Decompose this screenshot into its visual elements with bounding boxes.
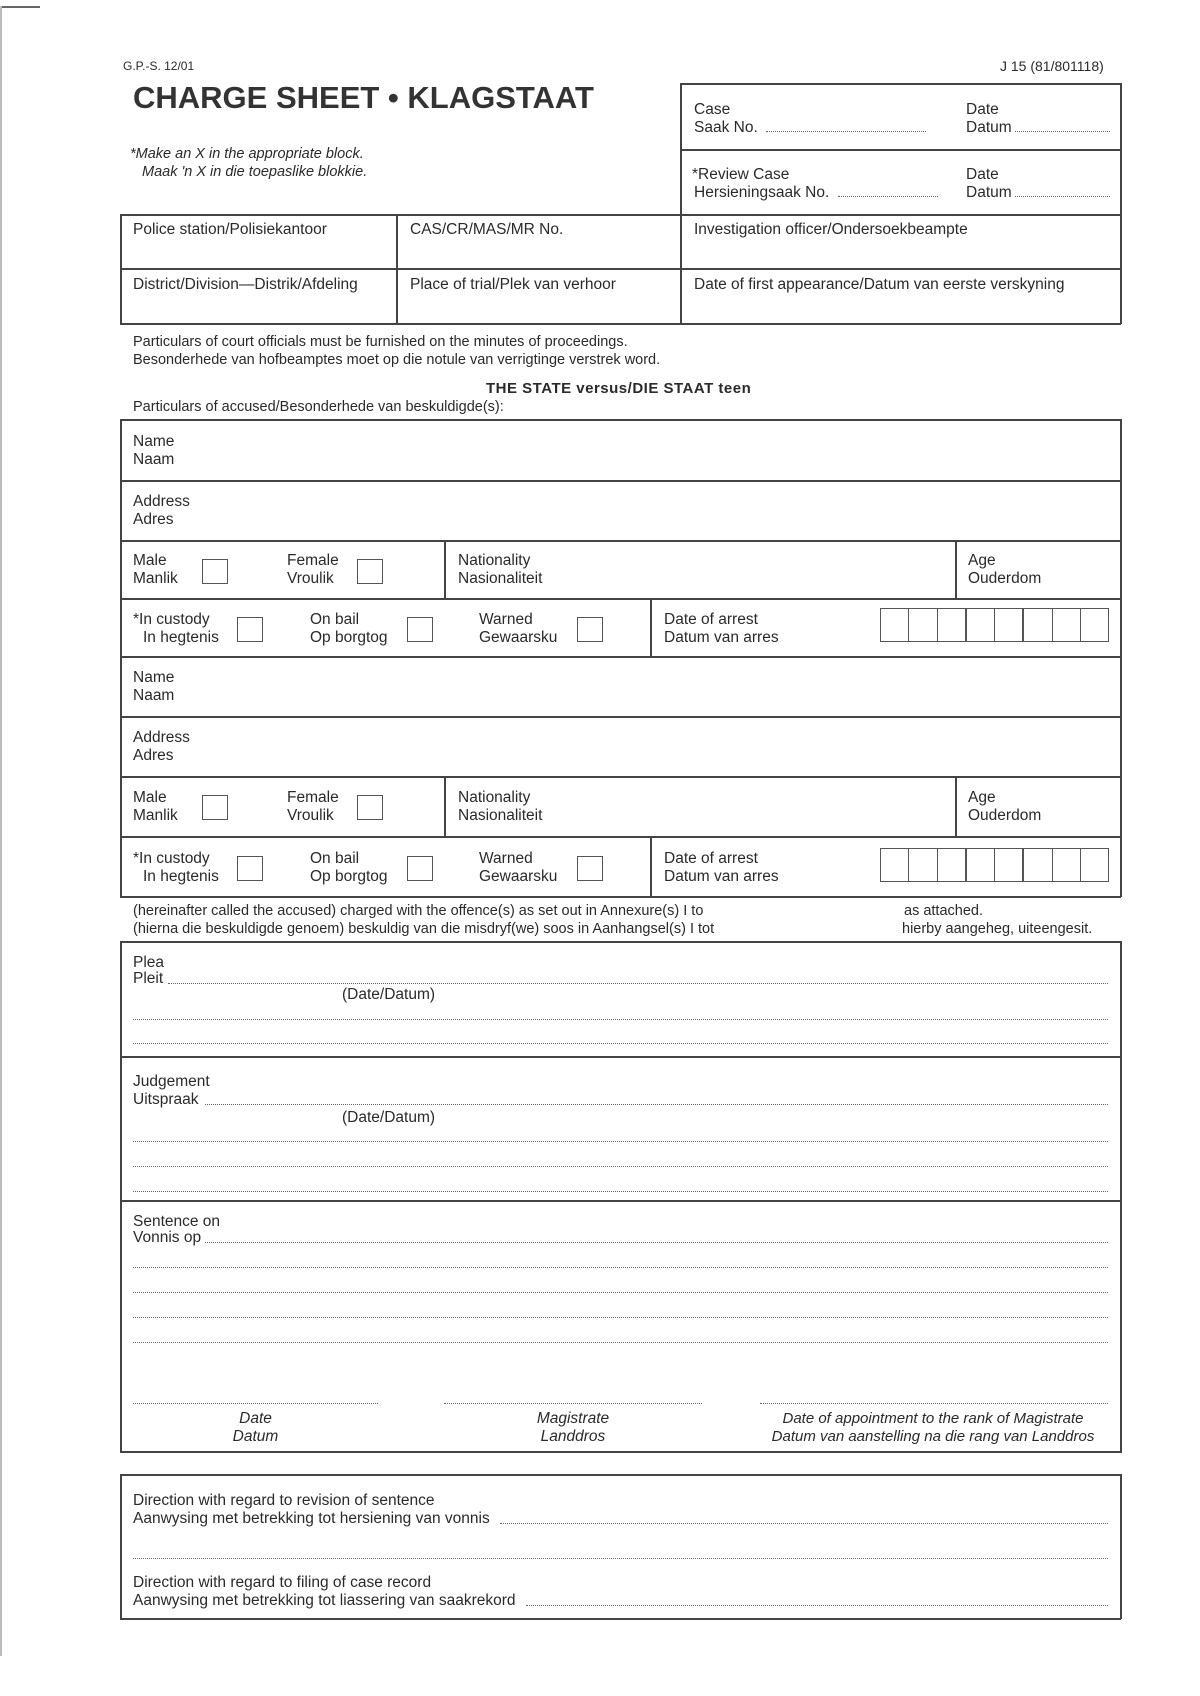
plea-date-label: (Date/Datum) (342, 986, 436, 1003)
scan-edge (0, 6, 2, 1656)
investigation-officer-field[interactable]: Investigation officer/Ondersoekbeampte (694, 221, 968, 238)
pleit-label: Pleit (133, 970, 164, 987)
accused-2-naam-label: Naam (133, 687, 175, 704)
case-label: Case (694, 101, 731, 118)
accused-2-male-checkbox[interactable] (202, 795, 228, 820)
page-title: CHARGE SHEET • KLAGSTAAT (133, 80, 594, 115)
scan-mark (0, 6, 40, 8)
plea-label: Plea (133, 954, 165, 971)
district-field[interactable]: District/Division—Distrik/Afdeling (133, 276, 358, 293)
rule (120, 1056, 1121, 1058)
rule (120, 1200, 1121, 1202)
accused-2-gewaarsku-label: Gewaarsku (479, 868, 558, 885)
rule (1120, 419, 1122, 897)
judgement-date-label: (Date/Datum) (342, 1109, 436, 1126)
sentence-line-2[interactable] (133, 1267, 1108, 1268)
accused-1-hegtenis-label: In hegtenis (143, 629, 219, 646)
sentence-line-1[interactable] (205, 1242, 1108, 1243)
rule (650, 598, 652, 656)
charge-attached-en: as attached. (904, 903, 983, 919)
accused-2-nasionaliteit-label: Nasionaliteit (458, 807, 543, 824)
rule (680, 214, 682, 324)
signature-date-line[interactable] (133, 1403, 378, 1404)
accused-1-gewaarsku-label: Gewaarsku (479, 629, 558, 646)
signature-date-label: Date (239, 1410, 272, 1427)
accused-2-adres-label: Adres (133, 747, 174, 764)
form-reference: J 15 (81/801118) (1000, 58, 1104, 74)
appointment-label-en: Date of appointment to the rank of Magistrate (782, 1410, 1084, 1427)
court-officials-note-en: Particulars of court officials must be furnished on the minutes of proceedings. (133, 334, 628, 350)
first-appearance-field[interactable]: Date of first appearance/Datum van eerste verskyning (694, 276, 1065, 293)
accused-2-name-field[interactable] (260, 664, 1100, 710)
review-date-field[interactable] (1015, 196, 1110, 197)
rule (955, 540, 957, 598)
judgement-line-1[interactable] (205, 1104, 1108, 1105)
rule (650, 836, 652, 896)
rule (444, 776, 446, 836)
sentence-line-3[interactable] (133, 1292, 1108, 1293)
accused-particulars-heading: Particulars of accused/Besonderhede van beskuldigde(s): (133, 399, 504, 415)
accused-1-warned-checkbox[interactable] (577, 617, 603, 642)
accused-1-nationality-label: Nationality (458, 552, 531, 569)
rule (680, 149, 1121, 151)
accused-2-bail-checkbox[interactable] (407, 856, 433, 881)
revision-direction-line-1[interactable] (500, 1523, 1108, 1524)
accused-1-warned-label: Warned (479, 611, 533, 628)
place-of-trial-field[interactable]: Place of trial/Plek van verhoor (410, 276, 616, 293)
rule (1120, 1474, 1122, 1619)
plea-line-3[interactable] (133, 1043, 1108, 1044)
sentence-label: Sentence on (133, 1213, 221, 1230)
accused-1-address-label: Address (133, 493, 190, 510)
review-case-label: *Review Case (692, 166, 790, 183)
accused-1-female-checkbox[interactable] (357, 559, 383, 584)
saak-no-label: Saak No. (694, 119, 758, 136)
case-date-field[interactable] (1015, 131, 1110, 132)
case-number-field[interactable] (766, 131, 926, 132)
plea-line-1[interactable] (168, 983, 1108, 984)
accused-2-male-label: Male (133, 789, 167, 806)
accused-2-custody-label: *In custody (133, 850, 210, 867)
rule (1120, 941, 1122, 1453)
rule (1120, 214, 1122, 324)
landdros-label: Landdros (540, 1428, 606, 1445)
rule (120, 419, 1121, 421)
accused-1-manlik-label: Manlik (133, 570, 178, 587)
accused-2-hegtenis-label: In hegtenis (143, 868, 219, 885)
judgement-line-3[interactable] (133, 1166, 1108, 1167)
review-saak-label: Hersieningsaak No. (694, 184, 830, 201)
judgement-label: Judgement (133, 1073, 210, 1090)
accused-2-ouderdom-label: Ouderdom (968, 807, 1042, 824)
state-versus-heading: THE STATE versus/DIE STAAT teen (486, 380, 752, 397)
accused-2-female-checkbox[interactable] (357, 795, 383, 820)
accused-1-arres-label: Datum van arres (664, 629, 779, 646)
accused-2-warned-checkbox[interactable] (577, 856, 603, 881)
accused-2-warned-label: Warned (479, 850, 533, 867)
police-station-field[interactable]: Police station/Polisiekantoor (133, 221, 327, 238)
accused-2-arres-label: Datum van arres (664, 868, 779, 885)
accused-2-arrest-date-boxes[interactable] (880, 848, 1109, 882)
accused-1-name-field[interactable] (260, 428, 1100, 474)
judgement-line-4[interactable] (133, 1191, 1108, 1192)
rule (120, 836, 1121, 838)
instruction-af: Maak 'n X in die toepaslike blokkie. (142, 164, 368, 180)
accused-1-address-field[interactable] (260, 488, 1100, 534)
review-date-label: Date (966, 166, 999, 183)
rule (120, 323, 1121, 325)
rule (120, 716, 1121, 718)
rule (120, 656, 1121, 658)
case-datum-label: Datum (966, 119, 1012, 136)
accused-2-manlik-label: Manlik (133, 807, 178, 824)
accused-2-address-field[interactable] (260, 724, 1100, 770)
appointment-date-line[interactable] (760, 1403, 1108, 1404)
rule (120, 1618, 1121, 1620)
rule (120, 1451, 1121, 1453)
instruction-en: *Make an X in the appropriate block. (130, 146, 364, 162)
accused-2-bail-label: On bail (310, 850, 360, 867)
accused-1-custody-checkbox[interactable] (237, 617, 263, 642)
revision-direction-label-en: Direction with regard to revision of sentence (133, 1492, 435, 1509)
accused-1-bail-checkbox[interactable] (407, 617, 433, 642)
charge-attached-af: hierby aangeheg, uiteengesit. (902, 921, 1093, 937)
accused-1-naam-label: Naam (133, 451, 175, 468)
uitspraak-label: Uitspraak (133, 1091, 199, 1108)
filing-direction-line[interactable] (526, 1605, 1108, 1606)
vonnis-label: Vonnis op (133, 1229, 202, 1246)
filing-direction-label-en: Direction with regard to filing of case record (133, 1574, 432, 1591)
accused-1-arrest-date-boxes[interactable] (880, 608, 1109, 642)
rule (120, 941, 122, 1453)
case-date-label: Date (966, 101, 999, 118)
rule (120, 896, 1121, 898)
rule (120, 941, 1121, 943)
rule (120, 419, 122, 897)
accused-1-vroulik-label: Vroulik (287, 570, 334, 587)
charge-text-af: (hierna die beskuldigde genoem) beskuldig van die misdryf(we) soos in Aanhangsel(s) I tot (133, 921, 715, 937)
rule (680, 83, 1121, 85)
court-officials-note-af: Besonderhede van hofbeamptes moet op die notule van verrigtinge verstrek word. (133, 352, 661, 368)
sentence-line-4[interactable] (133, 1317, 1108, 1318)
accused-1-adres-label: Adres (133, 511, 174, 528)
rule (955, 776, 957, 836)
sentence-line-5[interactable] (133, 1342, 1108, 1343)
rule (120, 268, 1121, 270)
appointment-label-af: Datum van aanstelling na die rang van Landdros (771, 1428, 1095, 1445)
magistrate-label: Magistrate (536, 1410, 610, 1427)
review-datum-label: Datum (966, 184, 1012, 201)
accused-2-address-label: Address (133, 729, 190, 746)
accused-2-name-label: Name (133, 669, 175, 686)
accused-2-borgtog-label: Op borgtog (310, 868, 388, 885)
accused-2-female-label: Female (287, 789, 339, 806)
rule (396, 214, 398, 324)
accused-1-custody-label: *In custody (133, 611, 210, 628)
accused-1-ouderdom-label: Ouderdom (968, 570, 1042, 587)
accused-1-borgtog-label: Op borgtog (310, 629, 388, 646)
rule (120, 1474, 1121, 1476)
rule (120, 776, 1121, 778)
accused-2-arrest-label: Date of arrest (664, 850, 758, 867)
rule (444, 540, 446, 598)
revision-direction-label-af: Aanwysing met betrekking tot hersiening van vonnis (133, 1510, 490, 1527)
revision-direction-line-2[interactable] (133, 1558, 1108, 1559)
accused-1-female-label: Female (287, 552, 339, 569)
accused-2-age-label: Age (968, 789, 996, 806)
signature-datum-label: Datum (232, 1428, 279, 1445)
accused-1-name-label: Name (133, 433, 175, 450)
judgement-line-2[interactable] (133, 1141, 1108, 1142)
rule (120, 1474, 122, 1619)
accused-1-nationality-field[interactable] (570, 548, 945, 592)
accused-1-arrest-label: Date of arrest (664, 611, 758, 628)
cas-number-field[interactable]: CAS/CR/MAS/MR No. (410, 221, 564, 238)
accused-1-age-label: Age (968, 552, 996, 569)
plea-line-2[interactable] (133, 1019, 1108, 1020)
rule (120, 480, 1121, 482)
rule (120, 214, 122, 324)
rule (120, 598, 1121, 600)
accused-1-bail-label: On bail (310, 611, 360, 628)
form-code: G.P.-S. 12/01 (123, 59, 195, 73)
accused-2-nationality-label: Nationality (458, 789, 531, 806)
rule (120, 540, 1121, 542)
accused-1-nasionaliteit-label: Nasionaliteit (458, 570, 543, 587)
accused-2-vroulik-label: Vroulik (287, 807, 334, 824)
filing-direction-label-af: Aanwysing met betrekking tot liassering van saakrekord (133, 1592, 516, 1609)
review-case-number-field[interactable] (838, 196, 938, 197)
rule (120, 214, 1121, 216)
magistrate-signature-line[interactable] (444, 1403, 702, 1404)
charge-text-en: (hereinafter called the accused) charged with the offence(s) as set out in Annexure(s) I to (133, 903, 704, 919)
accused-1-male-checkbox[interactable] (202, 559, 228, 584)
accused-2-nationality-field[interactable] (570, 784, 945, 830)
accused-2-custody-checkbox[interactable] (237, 856, 263, 881)
accused-1-male-label: Male (133, 552, 167, 569)
